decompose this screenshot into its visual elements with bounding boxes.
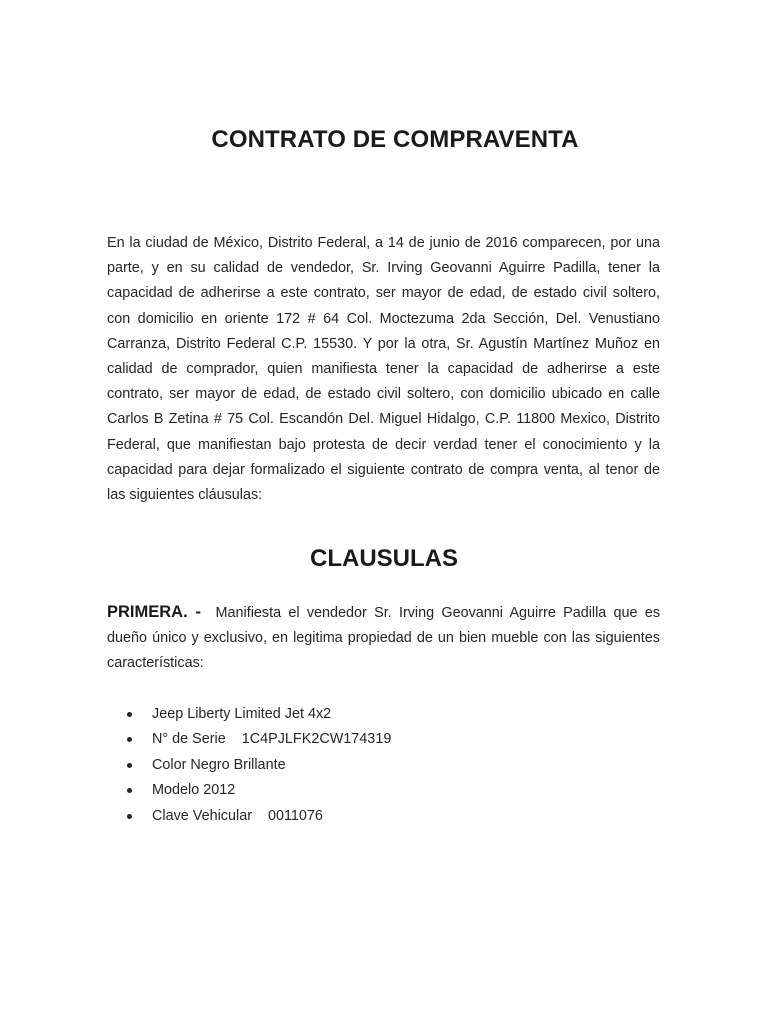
list-item (127, 727, 391, 752)
clause-primera (107, 600, 660, 677)
list-item-text: Modelo 2012 (152, 782, 236, 799)
bullet-icon (127, 737, 132, 742)
clause-label: PRIMERA. - (107, 603, 202, 621)
clause-text: Manifiesta el vendedor Sr. Irving Geovanni Aguirre Padilla que es dueño único y exclusivo, en legitima propiedad de un bien mueble con las siguientes características: (107, 605, 661, 672)
bullet-icon (127, 763, 132, 768)
list-item (127, 702, 391, 727)
list-item (127, 804, 391, 829)
list-item-text: Clave Vehicular 0011076 (152, 807, 323, 824)
bullet-icon (127, 788, 132, 793)
list-item (127, 778, 391, 803)
bullet-icon (127, 814, 132, 819)
list-item-text: Jeep Liberty Limited Jet 4x2 (152, 706, 332, 722)
bullet-icon (127, 712, 132, 717)
list-item (127, 753, 391, 778)
list-item-text: Color Negro Brillante (152, 756, 286, 773)
list-item-text: N° de Serie 1C4PJLFK2CW174319 (152, 731, 392, 748)
intro-paragraph: En la ciudad de México, Distrito Federal, a 14 de junio de 2016 comparecen, por una parte, y en su calidad de vendedor, Sr. Irving Geovanni Aguirre Padilla, tener la capacidad de adherirse a este contrato, ser mayor de edad, de estado civil soltero, con domicilio en oriente 172 # 64 Col. Moctezuma 2da Sección, Del. Venustiano Carranza, Distrito Federal C.P. 15530. Y por la otra, Sr. Agustín Martínez Muñoz en calidad de comprador, quien manifiesta tener la capacidad de adherirse a este contrato, ser mayor de edad, de estado civil soltero, con domicilio ubicado en calle Carlos B Zetina # 75 Col. Escandón Del. Miguel Hidalgo, C.P. 11800 Mexico, Distrito Federal, que manifiestan bajo protesta de decir verdad tener el conocimiento y la capacidad para dejar formalizado el siguiente contrato de compra venta, al tenor de las siguientes cláusulas: (107, 235, 660, 504)
section-title: CLAUSULAS (310, 545, 458, 572)
document-title: CONTRATO DE COMPRAVENTA (211, 126, 579, 153)
vehicle-features-list (127, 702, 391, 829)
